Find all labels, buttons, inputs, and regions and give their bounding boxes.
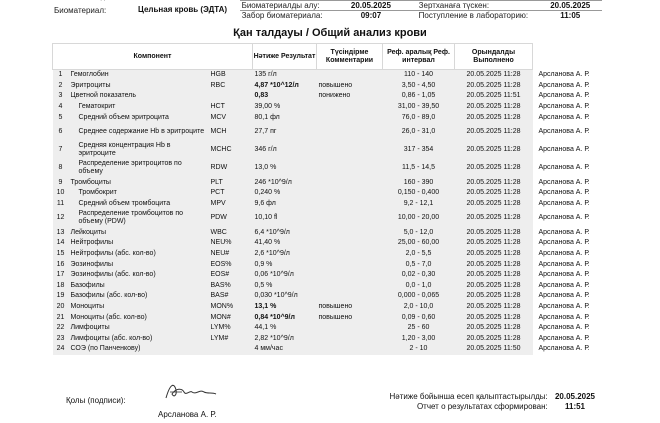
table-row [53,159,611,177]
reference-interval: 1,20 - 3,00 [383,333,455,344]
table-row [53,259,611,270]
component-code: BAS% [209,280,253,291]
result-comment [317,199,383,210]
reference-interval: 317 - 354 [383,141,455,159]
component-code: LYM# [209,333,253,344]
component-code: MCV [209,112,253,123]
issued-date: 20.05.2025 [554,392,596,401]
collect-label-ru: Забор биоматериала: [240,11,340,21]
table-row [53,302,611,313]
component-name: Среднее содержание Hb в эритроците [69,123,209,141]
result-value: 2,6 *10^9/л [253,249,317,260]
result-comment [317,228,383,239]
result-value: 41,40 % [253,238,317,249]
result-value: 0,06 *10^9/л [253,270,317,281]
component-code: MCHC [209,141,253,159]
completed-datetime: 20.05.2025 11:28 [455,112,533,123]
reference-interval: 0,02 - 0,30 [383,270,455,281]
component-name: Моноциты (абс. кол-во) [69,312,209,323]
reference-interval: 10,00 - 20,00 [383,209,455,227]
lab-label-ru: Поступление в лабораторию: [403,11,539,21]
reference-interval: 0,150 - 0,400 [383,188,455,199]
result-value: 9,6 фл [253,199,317,210]
result-value: 6,4 *10^9/л [253,228,317,239]
row-number: 3 [53,91,69,102]
col-doctor [533,44,611,70]
component-name: Распределение эритроцитов по объему [69,159,209,177]
row-number: 11 [53,199,69,210]
component-code: RDW [209,159,253,177]
completed-datetime: 20.05.2025 11:28 [455,199,533,210]
biomaterial-value: Цельная кровь (ЭДТА) [138,5,228,15]
result-value: 0,83 [253,91,317,102]
row-number: 6 [53,123,69,141]
result-value: 2,82 *10^9/л [253,333,317,344]
row-number: 13 [53,228,69,239]
component-code: PCT [209,188,253,199]
component-code: MCH [209,123,253,141]
col-result: Нәтиже Результат [253,44,317,70]
table-row [53,81,611,92]
component-name: Эозинофилы (абс. кол-во) [69,270,209,281]
result-comment [317,249,383,260]
reference-interval: 3,50 - 4,50 [383,81,455,92]
reference-interval: 160 - 390 [383,178,455,189]
result-comment [317,141,383,159]
completed-datetime: 20.05.2025 11:28 [455,259,533,270]
row-number: 23 [53,333,69,344]
result-value: 10,10 fl [253,209,317,227]
report-footer [0,386,660,423]
performed-by: Арсланова А. Р. [533,81,611,92]
completed-datetime: 20.05.2025 11:28 [455,70,533,81]
component-code: WBC [209,228,253,239]
performed-by: Арсланова А. Р. [533,344,611,355]
component-name: Базофилы [69,280,209,291]
reference-interval: 0,09 - 0,60 [383,312,455,323]
completed-datetime: 20.05.2025 11:28 [455,209,533,227]
component-code: MPV [209,199,253,210]
component-name: Моноциты [69,302,209,313]
result-value: 346 г/л [253,141,317,159]
result-value: 4,87 *10^12/л [253,81,317,92]
table-row [53,199,611,210]
row-number: 16 [53,259,69,270]
performed-by: Арсланова А. Р. [533,259,611,270]
component-name: Нейтрофилы (абс. кол-во) [69,249,209,260]
row-number: 18 [53,280,69,291]
page-title: Қан талдауы / Общий анализ крови [233,27,427,39]
component-name: Средний объем тромбоцита [69,199,209,210]
row-number: 10 [53,188,69,199]
result-comment [317,188,383,199]
row-number: 24 [53,344,69,355]
performed-by: Арсланова А. Р. [533,123,611,141]
completed-datetime: 20.05.2025 11:28 [455,249,533,260]
reference-interval: 2,0 - 10,0 [383,302,455,313]
reference-interval: 2 - 10 [383,344,455,355]
reference-interval: 0,5 - 7,0 [383,259,455,270]
reference-interval: 5,0 - 12,0 [383,228,455,239]
table-row [53,112,611,123]
row-number: 2 [53,81,69,92]
performed-by: Арсланова А. Р. [533,302,611,313]
component-name: Тромбокрит [69,188,209,199]
performed-by: Арсланова А. Р. [533,102,611,113]
report-issued-ru [417,402,600,411]
component-name: Нейтрофилы [69,238,209,249]
completed-datetime: 20.05.2025 11:28 [455,188,533,199]
issued-label-ru: Отчет о результатах сформирован: [416,402,548,411]
table-row [53,344,611,355]
row-number: 8 [53,159,69,177]
row-number: 15 [53,249,69,260]
result-comment [317,102,383,113]
component-name: Цветной показатель [69,91,209,102]
result-comment [317,178,383,189]
result-comment: повышено [317,302,383,313]
report-issued-kz [390,392,600,401]
result-comment [317,70,383,81]
reference-interval: 110 - 140 [383,70,455,81]
collect-date: 20.05.2025 [339,1,402,11]
performed-by: Арсланова А. Р. [533,323,611,334]
results-rows [53,70,611,355]
completed-datetime: 20.05.2025 11:28 [455,159,533,177]
table-row [53,91,611,102]
component-code: NEU# [209,249,253,260]
reference-interval: 2,0 - 5,5 [383,249,455,260]
performed-by: Арсланова А. Р. [533,178,611,189]
table-row [53,280,611,291]
performed-by: Арсланова А. Р. [533,312,611,323]
table-row [53,123,611,141]
performed-by: Арсланова А. Р. [533,91,611,102]
result-value: 246 *10^9/л [253,178,317,189]
reference-interval: 0,0 - 1,0 [383,280,455,291]
biomaterial-label: Биоматериал: [54,5,107,15]
result-comment [317,280,383,291]
lab-date: 20.05.2025 [538,1,602,11]
reference-interval: 76,0 - 89,0 [383,112,455,123]
result-value: 0,84 *10^9/л [253,312,317,323]
result-value: 44,1 % [253,323,317,334]
performed-by: Арсланова А. Р. [533,291,611,302]
component-code: EOS# [209,270,253,281]
completed-datetime: 20.05.2025 11:28 [455,178,533,189]
completed-datetime: 20.05.2025 11:28 [455,102,533,113]
table-row [53,188,611,199]
row-number: 7 [53,141,69,159]
component-code: MON# [209,312,253,323]
component-code: NEU% [209,238,253,249]
issued-label-kz: Нәтиже бойынша есеп қалыптастырылды: [389,392,548,401]
component-name: Лимфоциты [69,323,209,334]
result-comment [317,238,383,249]
reference-interval: 9,2 - 12,1 [383,199,455,210]
sample-info-header [52,0,602,24]
result-value: 80,1 фл [253,112,317,123]
result-comment [317,112,383,123]
table-row [53,333,611,344]
component-name: Эозинофилы [69,259,209,270]
result-comment: понижено [317,91,383,102]
performed-by: Арсланова А. Р. [533,228,611,239]
performed-by: Арсланова А. Р. [533,70,611,81]
completed-datetime: 20.05.2025 11:28 [455,141,533,159]
completed-datetime: 20.05.2025 11:28 [455,291,533,302]
col-done: Орындалды Выполнено [455,44,533,70]
completed-datetime: 20.05.2025 11:28 [455,81,533,92]
reference-interval: 26,0 - 31,0 [383,123,455,141]
row-number: 20 [53,302,69,313]
collect-label-kz: Биоматериалды алу: [240,1,340,11]
component-name: Гемоглобин [69,70,209,81]
component-code: BAS# [209,291,253,302]
table-row [53,323,611,334]
row-number: 12 [53,209,69,227]
completed-datetime: 20.05.2025 11:51 [455,91,533,102]
component-code: LYM% [209,323,253,334]
performed-by: Арсланова А. Р. [533,112,611,123]
performed-by: Арсланова А. Р. [533,270,611,281]
component-name: Тромбоциты [69,178,209,189]
completed-datetime: 20.05.2025 11:28 [455,280,533,291]
reference-interval: 11,5 - 14,5 [383,159,455,177]
component-code: MON% [209,302,253,313]
component-name: Распределение тромбоцитов по объему (PDW) [69,209,209,227]
completed-datetime: 20.05.2025 11:28 [455,323,533,334]
completed-datetime: 20.05.2025 11:28 [455,333,533,344]
result-comment [317,333,383,344]
completed-datetime: 20.05.2025 11:50 [455,344,533,355]
result-comment [317,291,383,302]
lab-label-kz: Зертханаға түскен: [403,1,539,11]
col-component: Компонент [53,44,253,70]
result-comment: повышено [317,312,383,323]
result-comment [317,323,383,334]
performed-by: Арсланова А. Р. [533,159,611,177]
component-code: PDW [209,209,253,227]
result-value: 0,5 % [253,280,317,291]
col-ref: Реф. аралық Реф. интервал [383,44,455,70]
table-row [53,228,611,239]
lab-time: 11:05 [538,11,602,21]
result-value: 0,030 *10^9/л [253,291,317,302]
result-value: 13,0 % [253,159,317,177]
result-comment [317,270,383,281]
result-value: 27,7 пг [253,123,317,141]
performed-by: Арсланова А. Р. [533,333,611,344]
table-row [53,209,611,227]
component-code: HCT [209,102,253,113]
component-name: Лейкоциты [69,228,209,239]
signer-name: Арсланова А. Р. [158,410,217,419]
result-value: 135 г/л [253,70,317,81]
component-code: EOS% [209,259,253,270]
component-name: СОЭ (по Панченкову) [69,344,209,355]
row-number: 1 [53,70,69,81]
row-number: 19 [53,291,69,302]
completed-datetime: 20.05.2025 11:28 [455,302,533,313]
table-row [53,141,611,159]
collect-time: 09:07 [339,11,402,21]
result-comment [317,159,383,177]
row-number: 4 [53,102,69,113]
component-name: Эритроциты [69,81,209,92]
col-comment: Түсіндірме Комментарии [317,44,383,70]
row-number: 17 [53,270,69,281]
reference-interval: 25,00 - 60,00 [383,238,455,249]
performed-by: Арсланова А. Р. [533,188,611,199]
reference-interval: 25 - 60 [383,323,455,334]
signature-label: Қолы (подписи): [66,396,126,405]
result-comment [317,259,383,270]
result-value: 0,9 % [253,259,317,270]
result-value: 4 мм/час [253,344,317,355]
table-row [53,238,611,249]
table-row [53,249,611,260]
result-comment [317,123,383,141]
component-name: Гематокрит [69,102,209,113]
component-name: Средний объем эритроцита [69,112,209,123]
completed-datetime: 20.05.2025 11:28 [455,228,533,239]
issued-time: 11:51 [564,402,586,411]
performed-by: Арсланова А. Р. [533,209,611,227]
table-row [53,70,611,81]
results-table [52,43,611,355]
row-number: 9 [53,178,69,189]
performed-by: Арсланова А. Р. [533,141,611,159]
performed-by: Арсланова А. Р. [533,238,611,249]
performed-by: Арсланова А. Р. [533,199,611,210]
table-row [53,291,611,302]
performed-by: Арсланова А. Р. [533,249,611,260]
row-number: 14 [53,238,69,249]
table-row [53,102,611,113]
completed-datetime: 20.05.2025 11:28 [455,312,533,323]
table-row [53,312,611,323]
component-code: HGB [209,70,253,81]
result-value: 0,240 % [253,188,317,199]
table-row [53,270,611,281]
row-number: 22 [53,323,69,334]
reference-interval: 31,00 - 39,50 [383,102,455,113]
completed-datetime: 20.05.2025 11:28 [455,123,533,141]
reference-interval: 0,86 - 1,05 [383,91,455,102]
component-code: PLT [209,178,253,189]
component-code [209,91,253,102]
performed-by: Арсланова А. Р. [533,280,611,291]
completed-datetime: 20.05.2025 11:28 [455,238,533,249]
component-code: RBC [209,81,253,92]
result-value: 39,00 % [253,102,317,113]
component-name: Средняя концентрация Hb в эритроците [69,141,209,159]
result-comment: повышено [317,81,383,92]
reference-interval: 0,000 - 0,065 [383,291,455,302]
component-name: Лимфоциты (абс. кол-во) [69,333,209,344]
table-row [53,178,611,189]
handwritten-signature-icon [160,380,220,404]
result-comment [317,209,383,227]
completed-datetime: 20.05.2025 11:28 [455,270,533,281]
component-code [209,344,253,355]
result-value: 13,1 % [253,302,317,313]
result-comment [317,344,383,355]
component-name: Базофилы (абс. кол-во) [69,291,209,302]
row-number: 21 [53,312,69,323]
row-number: 5 [53,112,69,123]
